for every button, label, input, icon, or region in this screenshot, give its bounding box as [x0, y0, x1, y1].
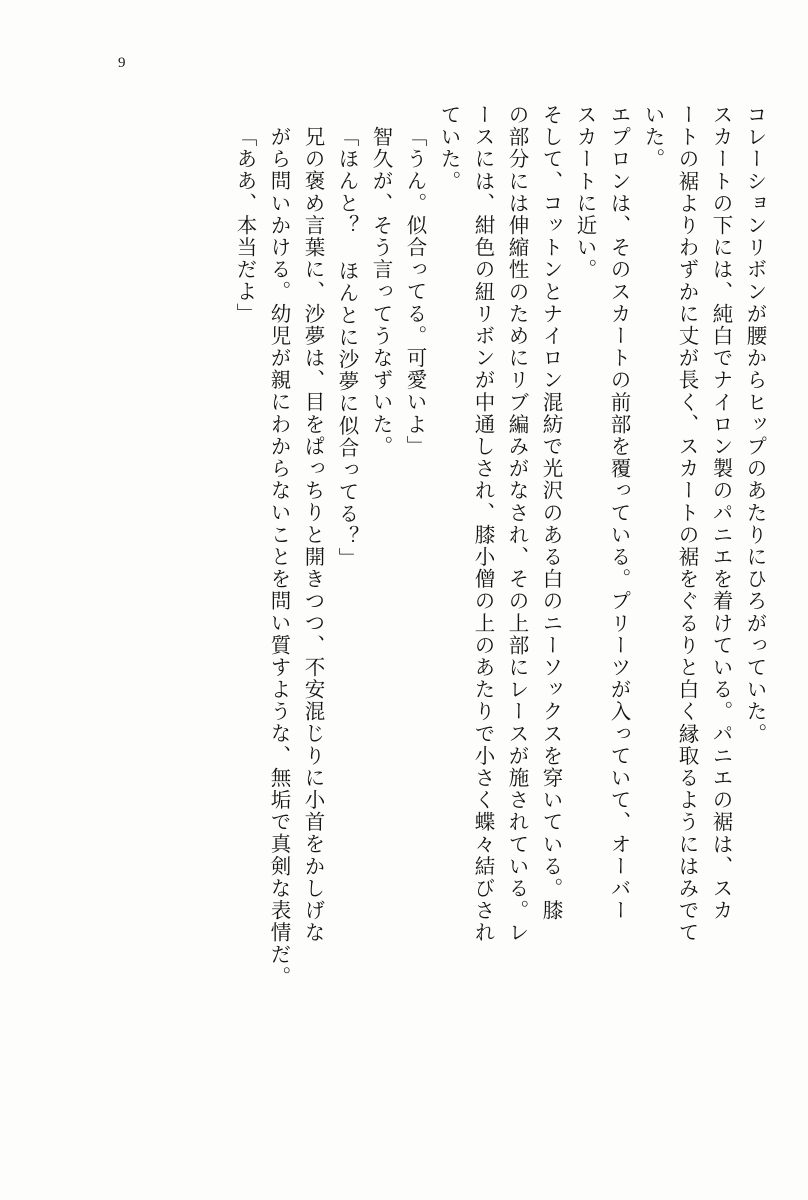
text-column: スカートに近い。	[573, 104, 595, 281]
vertical-text-block	[88, 104, 764, 1114]
text-column: ていた。	[437, 104, 459, 193]
text-column: いた。	[641, 104, 663, 171]
text-column: ースには、紺色の紐リボンが中通しされ、膝小僧の上のあたりで小さく蝶々結びされ	[471, 104, 493, 944]
text-column: そして、コットンとナイロン混紡で光沢のある白のニーソックスを穿いている。膝	[539, 104, 561, 922]
text-column: エプロンは、そのスカートの前部を覆っている。プリーツが入っていて、オーバー	[607, 104, 629, 922]
text-column: ートの裾よりわずかに丈が長く、スカートの裾をぐるりと白く縁取るようにはみでて	[675, 104, 697, 944]
text-column: 「うん。似合ってる。可愛いよ」	[403, 126, 425, 458]
text-column: スカートの下には、純白でナイロン製のパニエを着けている。パニエの裾は、スカ	[709, 104, 731, 922]
text-column: コレーションリボンが腰からヒップのあたりにひろがっていた。	[743, 104, 765, 745]
text-column: の部分には伸縮性のためにリブ編みがなされ、その上部にレースが施されている。レ	[505, 104, 527, 944]
text-column: 「ほんと？ ほんとに沙夢に似合ってる？」	[335, 126, 357, 570]
text-column: 「ああ、本当だよ」	[233, 126, 255, 325]
page-number: 9	[118, 55, 126, 71]
text-column: 兄の褒め言葉に、沙夢は、目をぱっちりと開きつつ、不安混じりに小首をかしげな	[301, 126, 323, 944]
text-column: がら問いかける。幼児が親にわからないことを問い質すような、無垢で真剣な表情だ。	[267, 126, 289, 988]
text-column: 智久が、そう言ってうなずいた。	[369, 126, 391, 458]
